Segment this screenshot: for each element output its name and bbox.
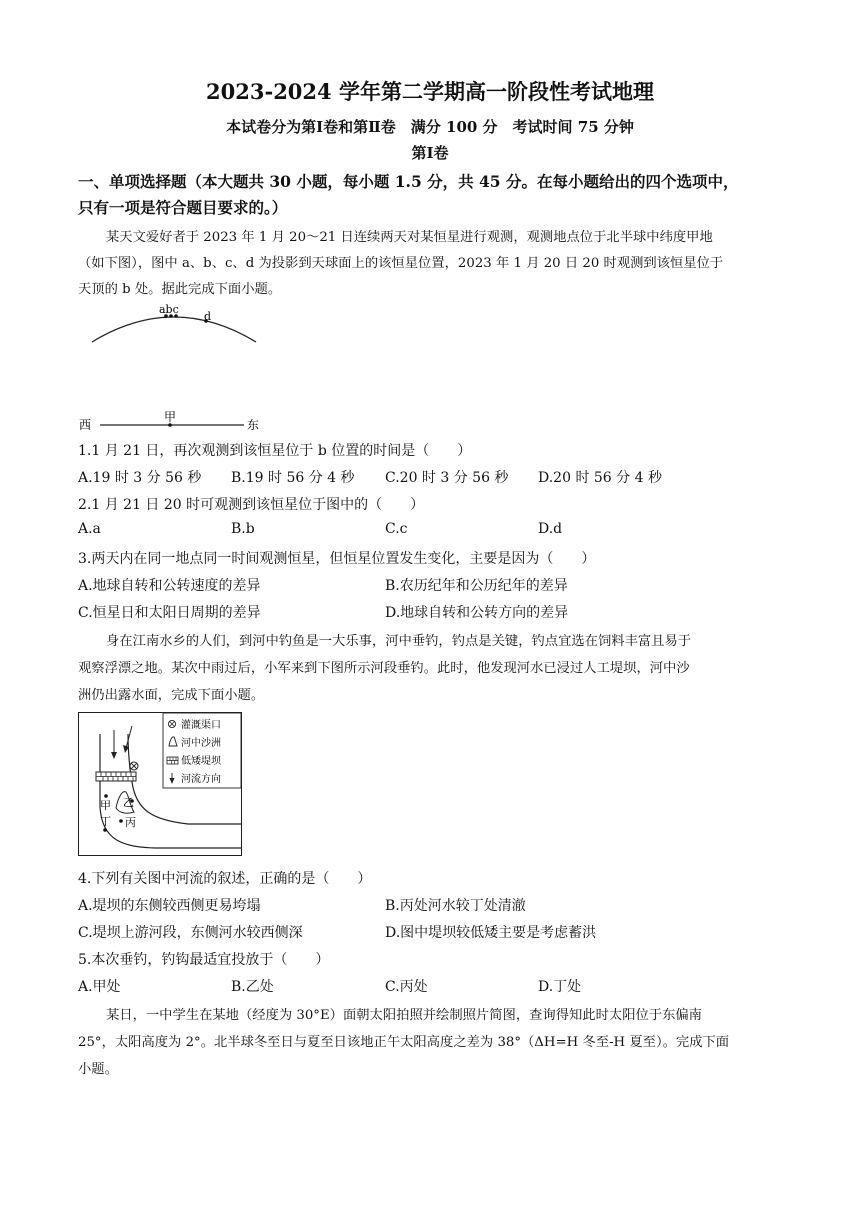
q2-stem: 2.1 月 21 日 20 时可观测到该恒星位于图中的（ ）: [78, 497, 425, 513]
q4-stem: 4.下列有关图中河流的叙述，正确的是（ ）: [78, 871, 372, 887]
passage2-line3: 洲仍出露水面，完成下面小题。: [78, 688, 265, 703]
celestial-arc: [92, 317, 256, 342]
legend-sandbar-label: 河中沙洲: [181, 738, 221, 749]
passage2-line2: 观察浮漂之地。某次中雨过后，小军来到下图所示河段垂钓。此时，他发现河水已浸过人工堤坝，河中沙: [78, 661, 690, 676]
q3-option-c: C.恒星日和太阳日周期的差异: [78, 605, 261, 621]
point-ding: [103, 828, 107, 832]
passage1-line2: （如下图），图中 a、b、c、d 为投影到天球面上的该恒星位置，2023 年 1 月 20 日 20 时观测到该恒星位于: [78, 256, 724, 271]
celestial-sphere-figure: [78, 298, 278, 433]
q2-option-d: D.d: [538, 521, 563, 537]
river-map-figure: [78, 712, 242, 856]
q2-option-a: A.a: [78, 521, 101, 537]
star-abc-label: abc: [159, 303, 179, 316]
q3-stem: 3.两天内在同一地点同一时间观测恒星，但恒星位置发生变化，主要是因为（ ）: [78, 551, 596, 567]
q3-option-d: D.地球自转和公转方向的差异: [385, 605, 569, 621]
q1-option-c: C.20 时 3 分 56 秒: [385, 470, 509, 486]
passage1-line3: 天顶的 b 处。据此完成下面小题。: [78, 282, 282, 297]
q3-option-a: A.地球自转和公转速度的差异: [78, 578, 261, 594]
passage2-line1: 身在江南水乡的人们，到河中钓鱼是一大乐事，河中垂钓，钓点是关键，钓点宜选在饲料丰富且易于: [106, 634, 692, 649]
passage3-line1: 某日，一中学生在某地（经度为 30°E）面朝太阳拍照并绘制照片简图，查询得知此时太阳位于东偏南: [106, 1008, 702, 1023]
q4-option-d: D.图中堤坝较低矮主要是考虑蓄洪: [385, 925, 597, 941]
point-bing: [119, 819, 123, 823]
passage1-line1: 某天文爱好者于 2023 年 1 月 20～21 日连续两天对某恒星进行观测，观测地点位于北半球中纬度甲地: [106, 230, 713, 245]
q5-option-d: D.丁处: [538, 979, 582, 995]
q3-option-b: B.农历纪年和公历纪年的差异: [385, 578, 568, 594]
q4-option-a: A.堤坝的东侧较西侧更易垮塌: [78, 898, 261, 914]
passage3-line2: 25°，太阳高度为 2°。北半球冬至日与夏至日该地正午太阳高度之差为 38°（ΔH=H 冬至-H 夏至）。完成下面: [78, 1035, 730, 1050]
q2-option-c: C.c: [385, 521, 408, 537]
section-heading-line2: 只有一项是符合题目要求的。）: [78, 198, 288, 217]
east-label: 东: [247, 418, 260, 432]
low-dam: [96, 772, 136, 781]
q4-option-b: B.丙处河水较丁处清澈: [385, 898, 526, 914]
q1-option-b: B.19 时 56 分 4 秒: [231, 470, 355, 486]
site-label: 甲: [164, 410, 177, 424]
q4-option-c: C.堤坝上游河段，东侧河水较西侧深: [78, 925, 303, 941]
point-ding-label: 丁: [100, 815, 111, 828]
q1-option-a: A.19 时 3 分 56 秒: [78, 470, 202, 486]
q5-option-b: B.乙处: [231, 979, 274, 995]
legend-canal-label: 灌溉渠口: [181, 720, 221, 731]
section-heading-line1: 一、单项选择题（本大题共 30 小题，每小题 1.5 分，共 45 分。在每小题给出的四个选项中，: [78, 172, 739, 191]
west-label: 西: [79, 418, 92, 432]
point-bing-label: 丙: [125, 816, 136, 829]
point-jia-label: 甲: [100, 799, 111, 812]
star-d-label: d: [204, 310, 212, 323]
volume-heading: 第Ⅰ卷: [411, 144, 449, 162]
legend-dam-label: 低矮堤坝: [181, 756, 221, 767]
q5-option-c: C.丙处: [385, 979, 428, 995]
exam-title: 2023-2024 学年第二学期高一阶段性考试地理: [206, 79, 654, 104]
legend-flow-label: 河流方向: [181, 774, 221, 785]
q1-option-d: D.20 时 56 分 4 秒: [538, 470, 662, 486]
passage3-line3: 小题。: [78, 1062, 118, 1077]
q2-option-b: B.b: [231, 521, 255, 537]
legend-dam-icon: [167, 757, 178, 764]
exam-subtitle: 本试卷分为第Ⅰ卷和第Ⅱ卷 满分 100 分 考试时间 75 分钟: [226, 118, 634, 136]
point-jia: [104, 794, 108, 798]
q1-stem: 1.1 月 21 日，再次观测到该恒星位于 b 位置的时间是（ ）: [78, 443, 472, 459]
q5-option-a: A.甲处: [78, 979, 121, 995]
q5-stem: 5.本次垂钓，钓钩最适宜投放于（ ）: [78, 952, 330, 968]
point-yi-label: 乙: [123, 796, 134, 809]
